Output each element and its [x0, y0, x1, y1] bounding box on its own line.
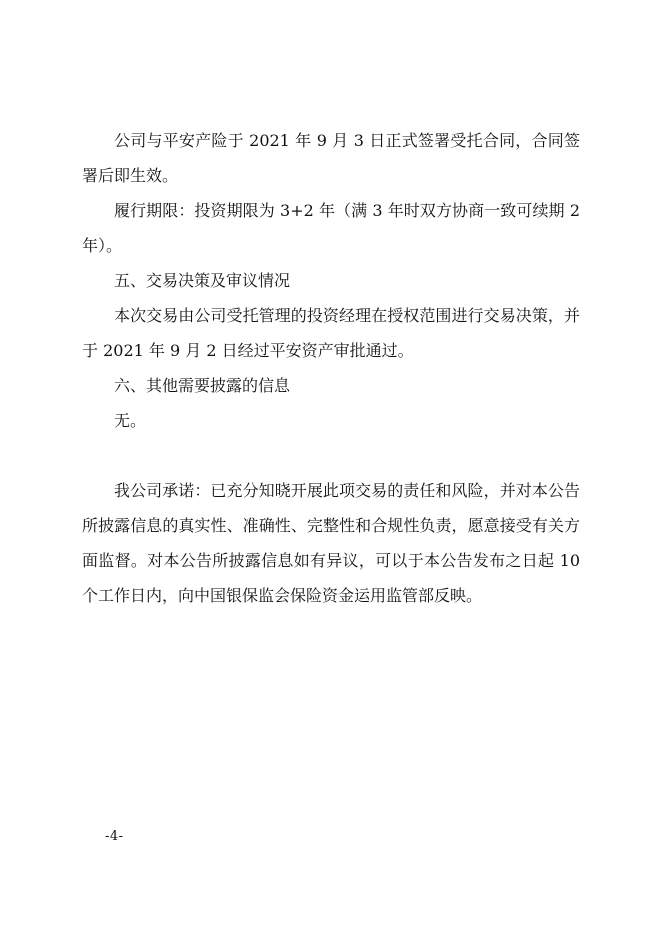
decision-approval-paragraph: 本次交易由公司受托管理的投资经理在授权范围进行交易决策，并于 2021 年 9 月 2 日经过平安资产审批通过。 [82, 306, 580, 360]
commitment-paragraph: 我公司承诺：已充分知晓开展此项交易的责任和风险，并对本公告所披露信息的真实性、准确性、完整性和合规性负责，愿意接受有关方面监督。对本公告所披露信息如有异议，可以于本公告发布之日起 10 个工作日内，向中国银保监会保险资金运用监管部反映。 [82, 481, 580, 605]
section-five-heading: 五、交易决策及审议情况 [114, 271, 291, 290]
none-paragraph: 无。 [114, 411, 147, 430]
performance-term-paragraph: 履行期限：投资期限为 3+2 年（满 3 年时双方协商一致可续期 2 年）。 [82, 201, 580, 255]
paragraph-spacer [82, 438, 580, 473]
section-six-heading: 六、其他需要披露的信息 [114, 376, 291, 395]
page-number: -4- [105, 829, 124, 844]
contract-signing-paragraph: 公司与平安产险于 2021 年 9 月 3 日正式签署受托合同，合同签署后即生效。 [82, 131, 580, 185]
document-content [82, 123, 580, 613]
